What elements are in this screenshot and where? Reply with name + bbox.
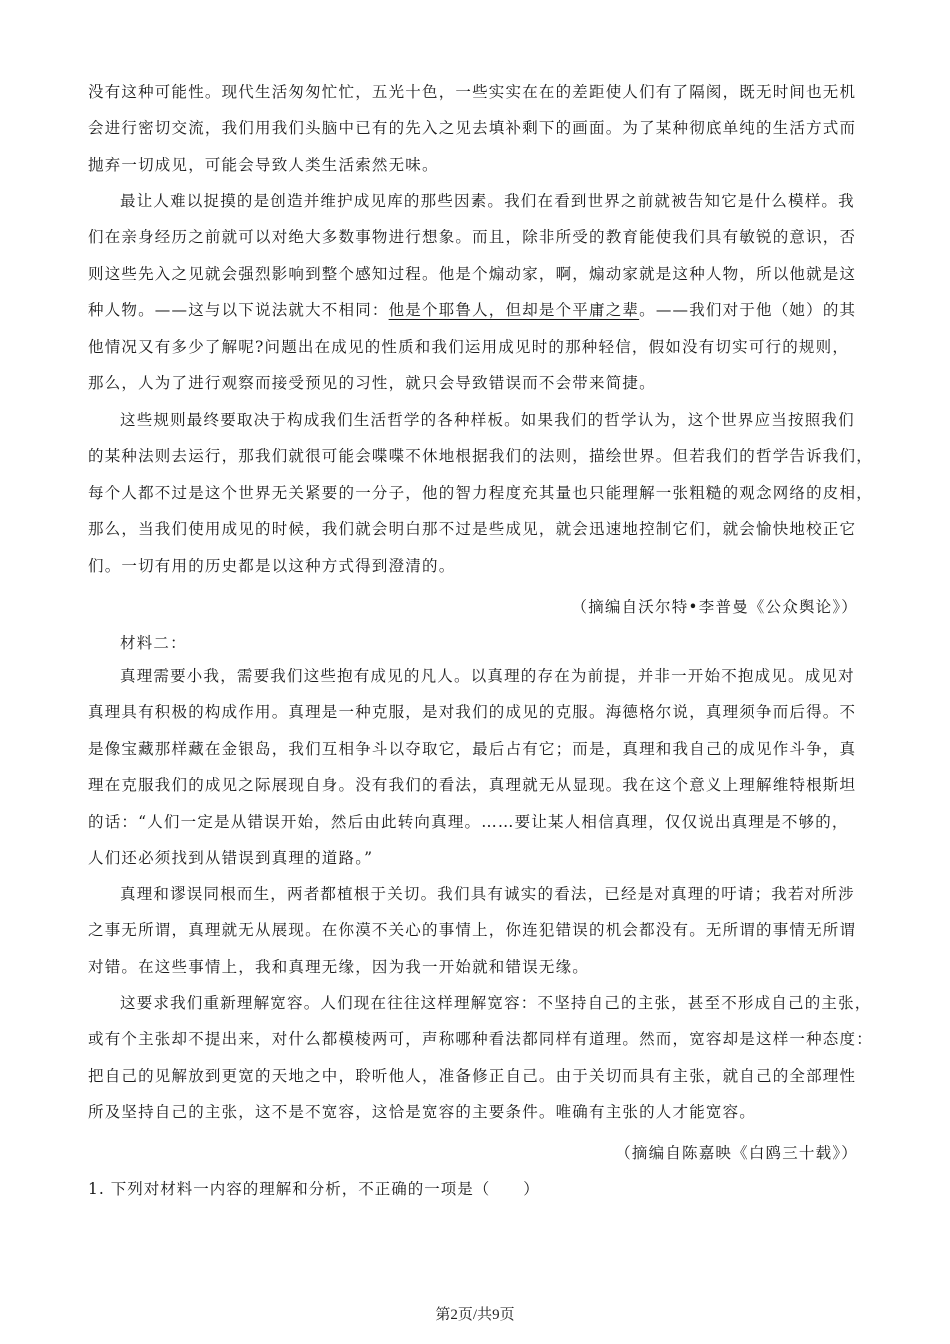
text-line: 抛弃一切成见，可能会导致人类生活索然无味。: [88, 155, 439, 174]
text-line: 那么，人为了进行观察而接受预见的习性，就只会导致错误而不会带来简捷。: [88, 373, 656, 392]
text-line: 没有这种可能性。现代生活匆匆忙忙，五光十色，一些实实在在的差距使人们有了隔阂，既无时间也无机: [88, 83, 857, 101]
text-line: 这要求我们重新理解宽容。人们现在往往这样理解宽容：不坚持自己的主张，甚至不形成自己的主张，: [120, 994, 872, 1012]
text-line: 是像宝藏那样藏在金银岛，我们互相争斗以夺取它，最后占有它；而是，真理和我自己的成见作斗争，真: [88, 739, 857, 758]
source-citation-1: （摘编自沃尔特•李普曼《公众舆论》）: [571, 598, 858, 616]
text-line: 每个人都不过是这个世界无关紧要的一分子，他的智力程度充其量也只能理解一张粗糙的观念网络的皮相，: [88, 483, 873, 502]
source-citation-2: （摘编自陈嘉映《白鸥三十载》）: [615, 1144, 858, 1162]
underlined-quote: 他是个耶鲁人，但却是个平庸之辈: [388, 301, 640, 320]
text-line: 把自己的见解放到更宽的天地之中，聆听他人，准备修正自己。由于关切而具有主张，就自己的全部理性: [88, 1066, 857, 1085]
text-line: [88, 292, 864, 328]
paragraph-6: [88, 985, 873, 1131]
paragraph-5: [88, 876, 864, 985]
text-line: 的某种法则去运行，那我们就很可能会喋喋不休地根据我们的法则，描绘世界。但若我们的哲学告诉我们，: [88, 447, 873, 466]
text-line: 真理需要小我，需要我们这些抱有成见的凡人。以真理的存在为前提，并非一开始不抱成见。成见对: [120, 667, 855, 685]
text-line: 最让人难以捉摸的是创造并维护成见库的那些因素。我们在看到世界之前就被告知它是什么模样。我: [120, 192, 855, 210]
text-line: 所及坚持自己的主张，这不是不宽容，这恰是宽容的主要条件。唯确有主张的人才能宽容。: [88, 1103, 757, 1122]
text-line: 会进行密切交流，我们用我们头脑中已有的先入之见去填补剩下的画面。为了某种彻底单纯的生活方式而: [88, 119, 857, 138]
text-line: 则这些先入之见就会强烈影响到整个感知过程。他是个煽动家，啊，煽动家就是这种人物，所以他就是这: [88, 264, 857, 283]
text-line: 理在克服我们的成见之际展现自身。没有我们的看法，真理就无从显现。我在这个意义上理解维特根斯坦: [88, 776, 857, 795]
text-line: 真理和谬误同根而生，两者都植根于关切。我们具有诚实的看法，已经是对真理的吁请；我若对所涉: [120, 885, 855, 903]
text-line: 那么，当我们使用成见的时候，我们就会明白那不过是些成见，就会迅速地控制它们，就会愉快地校正它: [88, 520, 857, 539]
text-line: 的话：“人们一定是从错误开始，然后由此转向真理。……要让某人相信真理，仅仅说出真理是不够的，: [88, 812, 849, 831]
text-line: 人们还必须找到从错误到真理的道路。”: [88, 848, 374, 867]
paragraph-4: [88, 658, 864, 876]
text-segment: 种人物。——这与以下说法就大不相同：: [88, 301, 389, 320]
text-line: 之事无所谓，真理就无从展现。在你漠不关心的事情上，你连犯错误的机会都没有。无所谓的事情无所谓: [88, 921, 857, 940]
text-line: 真理具有积极的构成作用。真理是一种克服，是对我们的成见的克服。海德格尔说，真理须争而后得。不: [88, 703, 857, 722]
paragraph-1: [88, 74, 864, 183]
text-line: 或有个主张却不提出来，对什么都模棱两可，声称哪种看法都同样有道理。然而，宽容却是这样一种态度：: [88, 1030, 873, 1049]
text-segment: 。——我们对于他（她）的其: [639, 301, 857, 320]
text-line: 们。一切有用的历史都是以这种方式得到澄清的。: [88, 556, 456, 575]
paragraph-3: [88, 402, 873, 584]
page-number-footer: 第2页/共9页: [435, 1307, 515, 1323]
text-line: 这些规则最终要取决于构成我们生活哲学的各种样板。如果我们的哲学认为，这个世界应当按照我们: [120, 411, 855, 429]
text-line: 他情况又有多少了解呢?问题出在成见的性质和我们运用成见时的那种轻信，假如没有切实可行的规则，: [88, 337, 850, 356]
question-1: 1. 下列对材料一内容的理解和分析，不正确的一项是（ ）: [88, 1180, 540, 1198]
text-line: 对错。在这些事情上，我和真理无缘，因为我一开始就和错误无缘。: [88, 957, 590, 976]
material-2-label: 材料二：: [120, 634, 187, 652]
paragraph-2: [88, 183, 864, 401]
text-line: 们在亲身经历之前就可以对绝大多数事物进行想象。而且，除非所受的教育能使我们具有敏锐的意识，否: [88, 228, 857, 247]
